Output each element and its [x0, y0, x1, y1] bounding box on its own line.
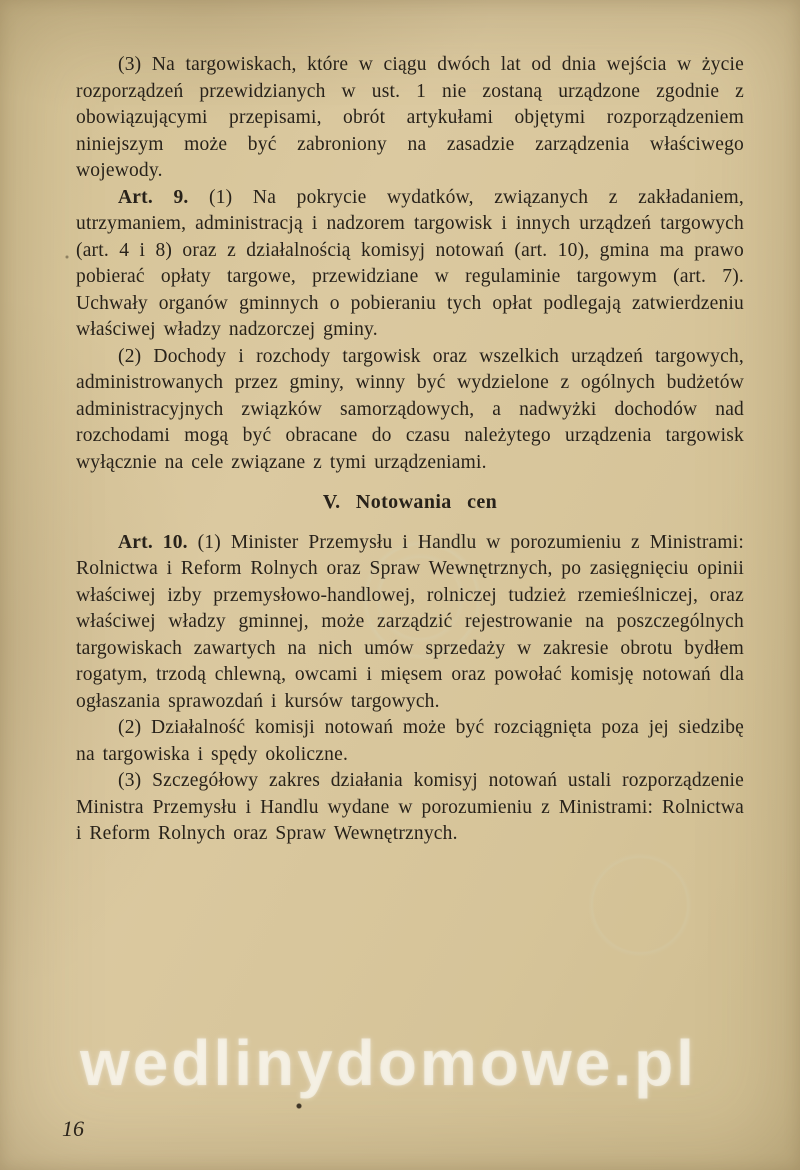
- watermark-overlay: wedlinydomowe.pl: [80, 1027, 697, 1099]
- page-text-block: [76, 52, 744, 848]
- paragraph-art10-ust2: [76, 715, 744, 768]
- paragraph-text: (2) Dochody i rozchody targowisk oraz wszelkich urządzeń targowych, administrowanych przez gminy, winny być wydzielone z ogólnych budżetów administracyjnych związków samorządowych, a nadwyżki dochodów nad rozchodami mogą być obracane do czasu należytego urządzenia targowisk wyłącznie na cele związane z tymi urządzeniami.: [76, 345, 744, 473]
- paragraph-text: (1) Na pokrycie wydatków, związanych z zakładaniem, utrzymaniem, administracją i nadzorem targowisk i innych urządzeń targowych (art. 4 i 8) oraz z działalnością komisyj notowań (art. 10), gmina ma prawo pobierać opłaty targowe, przewidziane w regulaminie targowym (art. 7). Uchwały organów gminnych o pobieraniu tych opłat podlegają zatwierdzeniu właściwej władzy nadzorczej gminy.: [76, 186, 744, 340]
- paragraph-art9-ust1: [76, 185, 744, 344]
- paragraph-art8-ust3: [76, 52, 744, 185]
- article-number: Art. 9.: [118, 186, 189, 208]
- article-number: Art. 10.: [118, 531, 188, 553]
- paragraph-text: (3) Szczegółowy zakres działania komisyj notowań ustali rozporządzenie Ministra Przemysłu i Handlu wydane w porozumieniu z Ministrami: Rolnictwa i Reform Rolnych oraz Spraw Wewnętrznych.: [76, 770, 744, 844]
- section-heading-notowania-cen: V. Notowania cen: [322, 491, 498, 513]
- paragraph-art10-ust3: [76, 768, 744, 848]
- paragraph-text: (1) Minister Przemysłu i Handlu w porozumieniu z Ministrami: Rolnictwa i Reform Rolnych oraz Spraw Wewnętrznych, po zasięgnięciu opinii właściwej izby przemysłowo-handlowej, rolniczej tudzież rzemieślniczej, oraz właściwej władzy gminnej, może zarządzić rejestrowanie na poszczególnych targowiskach zawartych na nich umów sprzedaży w zakresie obrotu bydłem rogatym, trzodą chlewną, owcami i mięsem oraz powołać komisję notowań dla ogłaszania sprawozdań i kursów targowych.: [76, 531, 745, 712]
- paragraph-art10-ust1: [76, 530, 744, 716]
- page-number: 16: [62, 1116, 84, 1141]
- paragraph-art9-ust2: [76, 344, 744, 477]
- paragraph-text: (2) Działalność komisji notowań może być rozciągnięta poza jej siedzibę na targowiska i spędy okoliczne.: [76, 717, 744, 765]
- paragraph-text: (3) Na targowiskach, które w ciągu dwóch lat od dnia wejścia w życie rozporządzeń przewidzianych w ust. 1 nie zostaną urządzone zgodnie z obowiązującymi przepisami, obrót artykułami objętymi rozporządzeniem niniejszym może być zabroniony na zasadzie zarządzenia właściwego wojewody.: [76, 54, 744, 181]
